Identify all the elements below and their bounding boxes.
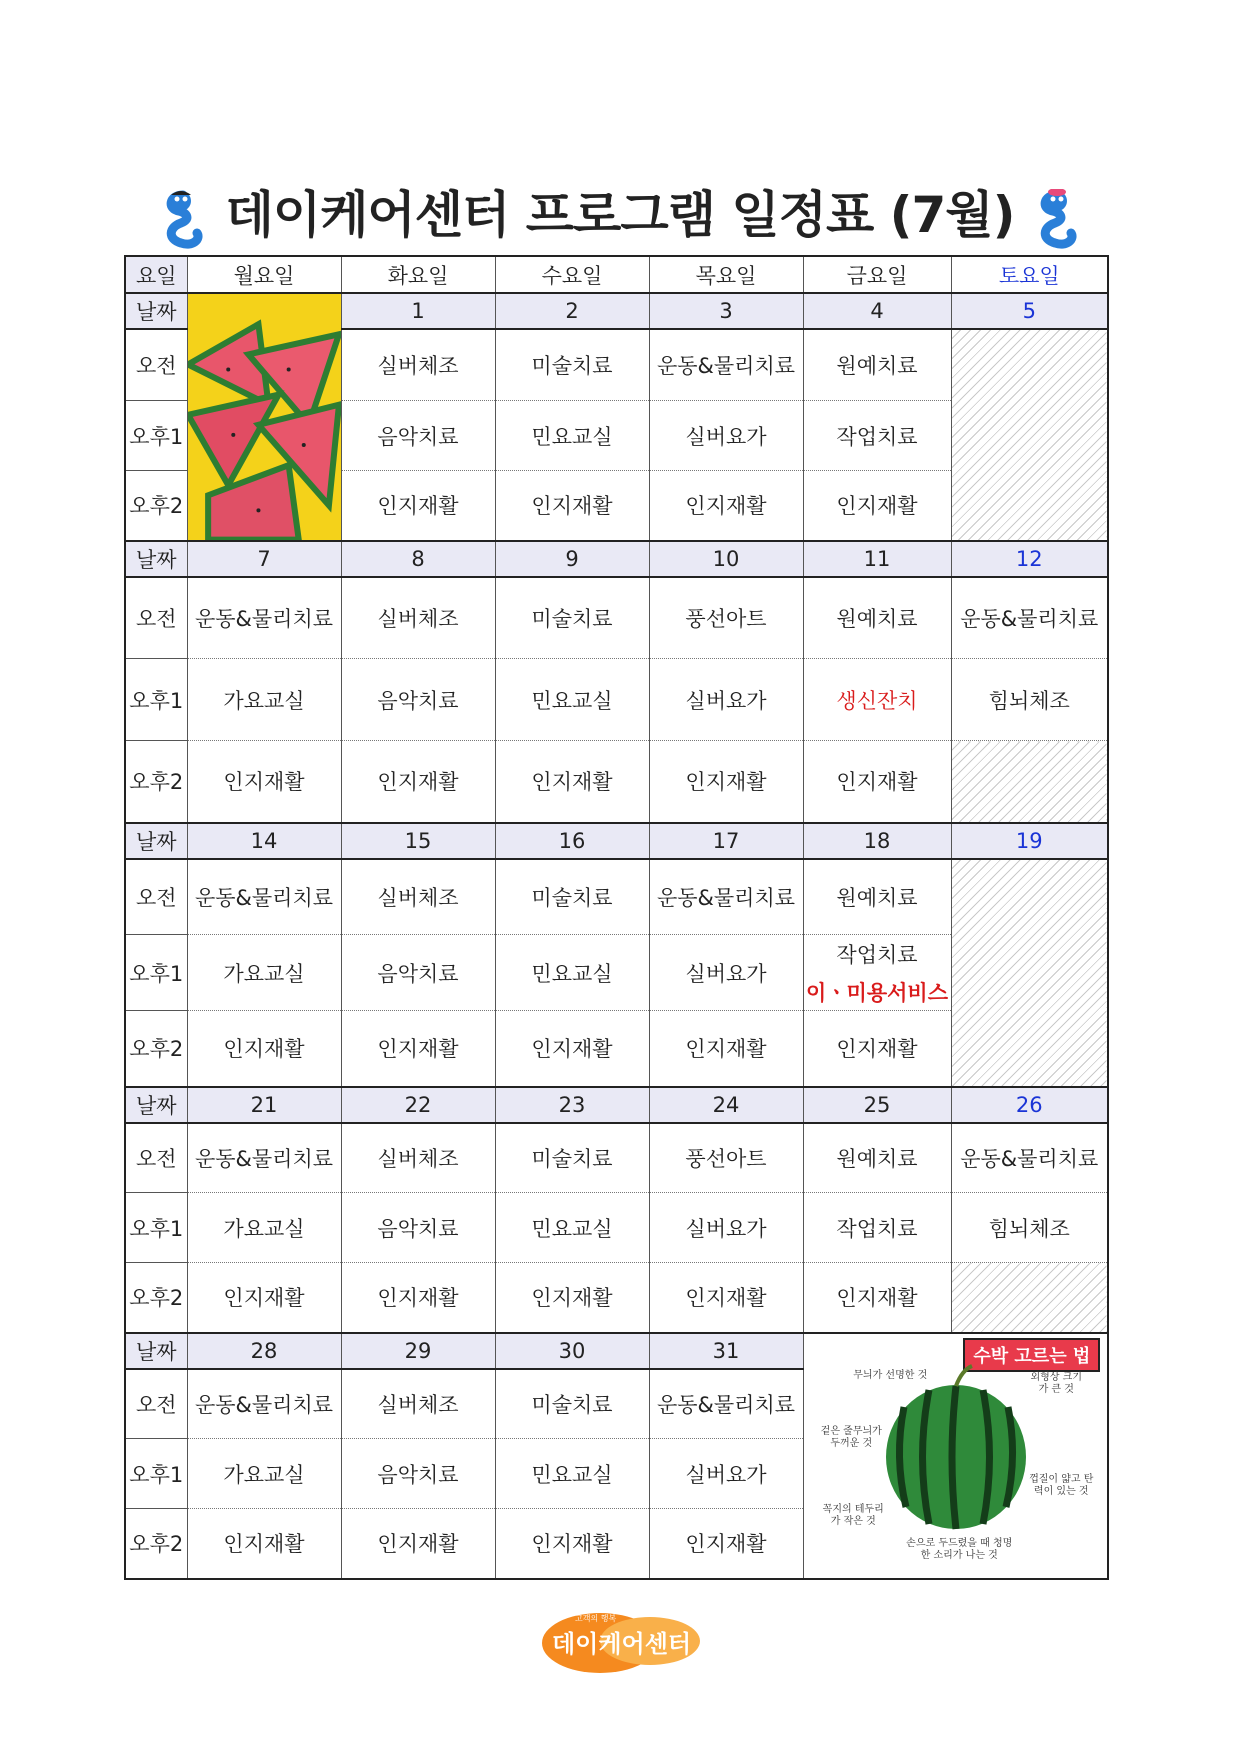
date-row [125,1333,1108,1369]
date-cell: 21 [187,1087,341,1123]
date-label: 날짜 [125,823,187,859]
guide-title: 수박 고르는 법 [963,1338,1100,1372]
program-cell: 인지재활 [495,1509,649,1579]
program-cell: 민요교실 [495,1439,649,1509]
date-cell-saturday: 12 [951,541,1108,577]
pm2-label: 오후2 [125,741,187,823]
date-cell: 10 [649,541,803,577]
program-cell: 인지재활 [187,741,341,823]
snake-mascot-icon [157,189,209,249]
program-cell: 미술치료 [495,1123,649,1193]
program-cell: 인지재활 [341,471,495,541]
program-cell: 원예치료 [803,859,951,935]
program-cell: 운동&물리치료 [649,1369,803,1439]
program-cell: 가요교실 [187,935,341,1011]
am-row [125,859,1108,935]
program-cell: 실버요가 [649,1439,803,1509]
date-cell-saturday: 19 [951,823,1108,859]
am-row [125,1123,1108,1193]
program-cell: 실버체조 [341,329,495,401]
program-cell: 인지재활 [649,471,803,541]
page-title [0,180,1240,250]
footer-tagline: 고객의 행복 [575,1614,617,1623]
program-cell: 민요교실 [495,659,649,741]
program-cell: 가요교실 [187,1193,341,1263]
date-cell: 18 [803,823,951,859]
program-cell: 운동&물리치료 [187,1123,341,1193]
program-cell: 실버요가 [649,659,803,741]
program-cell: 실버체조 [341,577,495,659]
day-header: 목요일 [649,256,803,293]
day-header-saturday: 토요일 [951,256,1108,293]
am-label: 오전 [125,329,187,401]
title-text: 데이케어센터 프로그램 일정표 (7월) [225,186,1015,244]
date-cell: 4 [803,293,951,329]
corner-label: 요일 [125,256,187,293]
program-cell: 인지재활 [495,1011,649,1087]
watermelon-guide [803,1333,1108,1579]
program-cell: 가요교실 [187,659,341,741]
closed-cell [951,1263,1108,1333]
am-label: 오전 [125,859,187,935]
program-text: 작업치료 [836,942,918,967]
date-cell: 23 [495,1087,649,1123]
snake-mascot-icon [1031,189,1083,249]
program-cell: 음악치료 [341,935,495,1011]
date-row [125,823,1108,859]
date-label: 날짜 [125,293,187,329]
program-cell: 인지재활 [187,1011,341,1087]
date-cell: 22 [341,1087,495,1123]
date-cell: 1 [341,293,495,329]
date-cell: 15 [341,823,495,859]
am-row [125,577,1108,659]
program-cell: 운동&물리치료 [187,577,341,659]
program-cell: 인지재활 [649,1263,803,1333]
closed-cell [951,741,1108,823]
event-text-beauty-service: 이ㆍ미용서비스 [805,980,948,1005]
event-cell-birthday: 생신잔치 [803,659,951,741]
program-cell: 인지재활 [803,1011,951,1087]
program-cell: 힘뇌체조 [951,1193,1108,1263]
pm1-label: 오후1 [125,1193,187,1263]
program-cell: 실버요가 [649,1193,803,1263]
pm1-label: 오후1 [125,935,187,1011]
program-cell: 실버체조 [341,859,495,935]
guide-tip: 겉은 줄무늬가 두꺼운 것 [820,1425,882,1449]
program-cell: 인지재활 [803,1263,951,1333]
program-cell: 풍선아트 [649,577,803,659]
program-cell: 인지재활 [495,741,649,823]
weekday-header-row [125,256,1108,293]
guide-tip: 무늬가 선명한 것 [853,1369,928,1381]
day-header: 금요일 [803,256,951,293]
watermelon-image [187,293,341,541]
program-cell: 미술치료 [495,1369,649,1439]
program-cell: 운동&물리치료 [649,329,803,401]
program-cell: 인지재활 [495,471,649,541]
date-cell: 2 [495,293,649,329]
schedule-table [124,255,1109,1580]
program-cell: 민요교실 [495,401,649,471]
guide-tip: 껍질이 얇고 탄력이 있는 것 [1029,1473,1094,1497]
pm2-label: 오후2 [125,1509,187,1579]
program-cell: 작업치료 [803,401,951,471]
program-cell-multi [803,935,951,1011]
footer-logo-text: 데이케어센터 [552,1630,692,1658]
date-label: 날짜 [125,541,187,577]
date-cell: 31 [649,1333,803,1369]
program-cell: 원예치료 [803,577,951,659]
program-cell: 인지재활 [341,741,495,823]
guide-tip: 꼭지의 테두리가 작은 것 [822,1503,884,1527]
program-cell: 음악치료 [341,1439,495,1509]
date-row [125,293,1108,329]
date-cell: 28 [187,1333,341,1369]
day-header: 화요일 [341,256,495,293]
date-row [125,1087,1108,1123]
closed-cell [951,859,1108,1087]
program-cell: 운동&물리치료 [951,577,1108,659]
date-cell: 17 [649,823,803,859]
am-label: 오전 [125,577,187,659]
date-cell: 3 [649,293,803,329]
date-cell: 7 [187,541,341,577]
program-cell: 원예치료 [803,1123,951,1193]
program-cell: 힘뇌체조 [951,659,1108,741]
date-cell: 29 [341,1333,495,1369]
pm2-row [125,1263,1108,1333]
am-label: 오전 [125,1369,187,1439]
program-cell: 인지재활 [803,471,951,541]
pm2-label: 오후2 [125,1263,187,1333]
date-label: 날짜 [125,1087,187,1123]
date-cell: 30 [495,1333,649,1369]
program-cell: 음악치료 [341,659,495,741]
date-cell: 11 [803,541,951,577]
program-cell: 운동&물리치료 [187,1369,341,1439]
date-cell: 24 [649,1087,803,1123]
program-cell: 인지재활 [187,1263,341,1333]
program-cell: 인지재활 [495,1263,649,1333]
date-row [125,541,1108,577]
program-cell: 음악치료 [341,401,495,471]
program-cell: 인지재활 [341,1011,495,1087]
date-cell: 8 [341,541,495,577]
program-cell: 실버체조 [341,1369,495,1439]
pm2-row [125,741,1108,823]
program-cell: 인지재활 [649,1509,803,1579]
date-cell: 25 [803,1087,951,1123]
day-header: 월요일 [187,256,341,293]
program-cell: 풍선아트 [649,1123,803,1193]
pm2-label: 오후2 [125,1011,187,1087]
date-cell: 14 [187,823,341,859]
date-cell-saturday: 26 [951,1087,1108,1123]
program-cell: 민요교실 [495,935,649,1011]
program-cell: 운동&물리치료 [187,859,341,935]
date-cell-saturday: 5 [951,293,1108,329]
pm1-label: 오후1 [125,401,187,471]
program-cell: 원예치료 [803,329,951,401]
program-cell: 실버요가 [649,935,803,1011]
program-cell: 인지재활 [649,741,803,823]
program-cell: 인지재활 [187,1509,341,1579]
program-cell: 운동&물리치료 [649,859,803,935]
pm1-row [125,659,1108,741]
day-header: 수요일 [495,256,649,293]
program-cell: 미술치료 [495,329,649,401]
pm1-label: 오후1 [125,1439,187,1509]
program-cell: 인지재활 [803,741,951,823]
program-cell: 미술치료 [495,577,649,659]
date-label: 날짜 [125,1333,187,1369]
program-cell: 음악치료 [341,1193,495,1263]
pm1-row [125,1193,1108,1263]
watermelon-icon [884,1362,1029,1532]
program-cell: 가요교실 [187,1439,341,1509]
program-cell: 작업치료 [803,1193,951,1263]
program-cell: 인지재활 [341,1263,495,1333]
program-cell: 인지재활 [649,1011,803,1087]
am-label: 오전 [125,1123,187,1193]
program-cell: 실버요가 [649,401,803,471]
closed-cell [951,329,1108,541]
pm2-label: 오후2 [125,471,187,541]
program-cell: 민요교실 [495,1193,649,1263]
program-cell: 운동&물리치료 [951,1123,1108,1193]
date-cell: 16 [495,823,649,859]
guide-tip: 손으로 두드렸을 때 청명한 소리가 나는 것 [906,1537,1013,1561]
program-cell: 미술치료 [495,859,649,935]
date-cell: 9 [495,541,649,577]
program-cell: 인지재활 [341,1509,495,1579]
program-cell: 실버체조 [341,1123,495,1193]
pm1-label: 오후1 [125,659,187,741]
guide-tip: 외형상 크기가 큰 것 [1030,1371,1082,1395]
